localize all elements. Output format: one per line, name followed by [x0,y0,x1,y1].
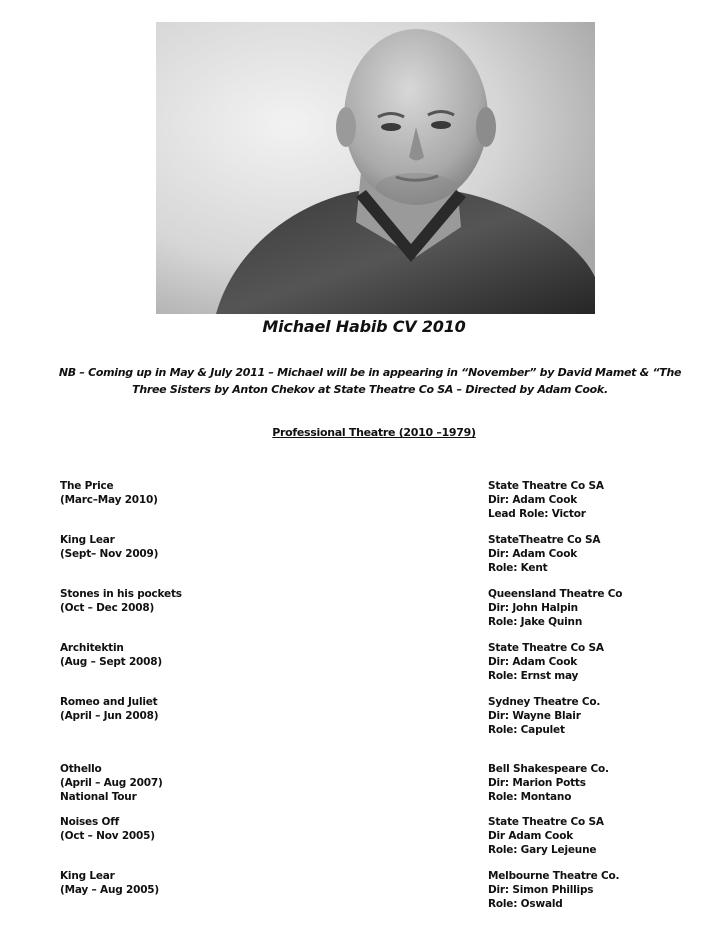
company-name: State Theatre Co SA [488,816,604,828]
production-dates: (Oct – Nov 2005) [60,830,155,842]
production-dates: (April – Aug 2007) [60,777,163,789]
role-name: Role: Oswald [488,898,563,910]
production-dates: (Oct – Dec 2008) [60,602,155,614]
company-name: StateTheatre Co SA [488,534,601,546]
role-name: Role: Ernst may [488,670,579,682]
production-title: Architektin [60,642,124,654]
production-title: Stones in his pockets [60,588,182,600]
production-dates: (April – Jun 2008) [60,710,159,722]
company-name: Sydney Theatre Co. [488,696,601,708]
director-name: Dir: Adam Cook [488,548,577,560]
company-name: Queensland Theatre Co [488,588,623,600]
director-name: Dir: Marion Potts [488,777,586,789]
portrait-photo [156,22,595,314]
role-name: Role: Jake Quinn [488,616,583,628]
company-name: Bell Shakespeare Co. [488,763,609,775]
role-name: Role: Montano [488,791,572,803]
production-title: King Lear [60,534,115,546]
director-name: Dir: Adam Cook [488,656,577,668]
role-name: Role: Kent [488,562,548,574]
production-title: The Price [60,480,114,492]
upcoming-note: NB – Coming up in May & July 2011 – Michael will be in appearing in “November” by David Mamet & “The Three Sisters by Anton Chekov at State Theatre Co SA – Directed by Adam Cook. [58,366,682,396]
production-dates: (May – Aug 2005) [60,884,160,896]
director-name: Dir: John Halpin [488,602,578,614]
company-name: State Theatre Co SA [488,642,604,654]
director-name: Dir: Adam Cook [488,494,577,506]
production-title: King Lear [60,870,115,882]
director-name: Dir: Simon Phillips [488,884,594,896]
production-title: Othello [60,763,102,775]
production-dates: (Aug – Sept 2008) [60,656,162,668]
production-title: Noises Off [60,816,119,828]
section-heading-professional-theatre: Professional Theatre (2010 –1979) [272,426,476,439]
company-name: Melbourne Theatre Co. [488,870,620,882]
production-note: National Tour [60,791,137,803]
cv-title: Michael Habib CV 2010 [262,317,466,336]
role-name: Role: Gary Lejeune [488,844,597,856]
production-dates: (Sept– Nov 2009) [60,548,159,560]
production-dates: (Marc–May 2010) [60,494,158,506]
production-title: Romeo and Juliet [60,696,158,708]
role-name: Lead Role: Victor [488,508,586,520]
director-name: Dir Adam Cook [488,830,573,842]
role-name: Role: Capulet [488,724,565,736]
director-name: Dir: Wayne Blair [488,710,581,722]
company-name: State Theatre Co SA [488,480,604,492]
